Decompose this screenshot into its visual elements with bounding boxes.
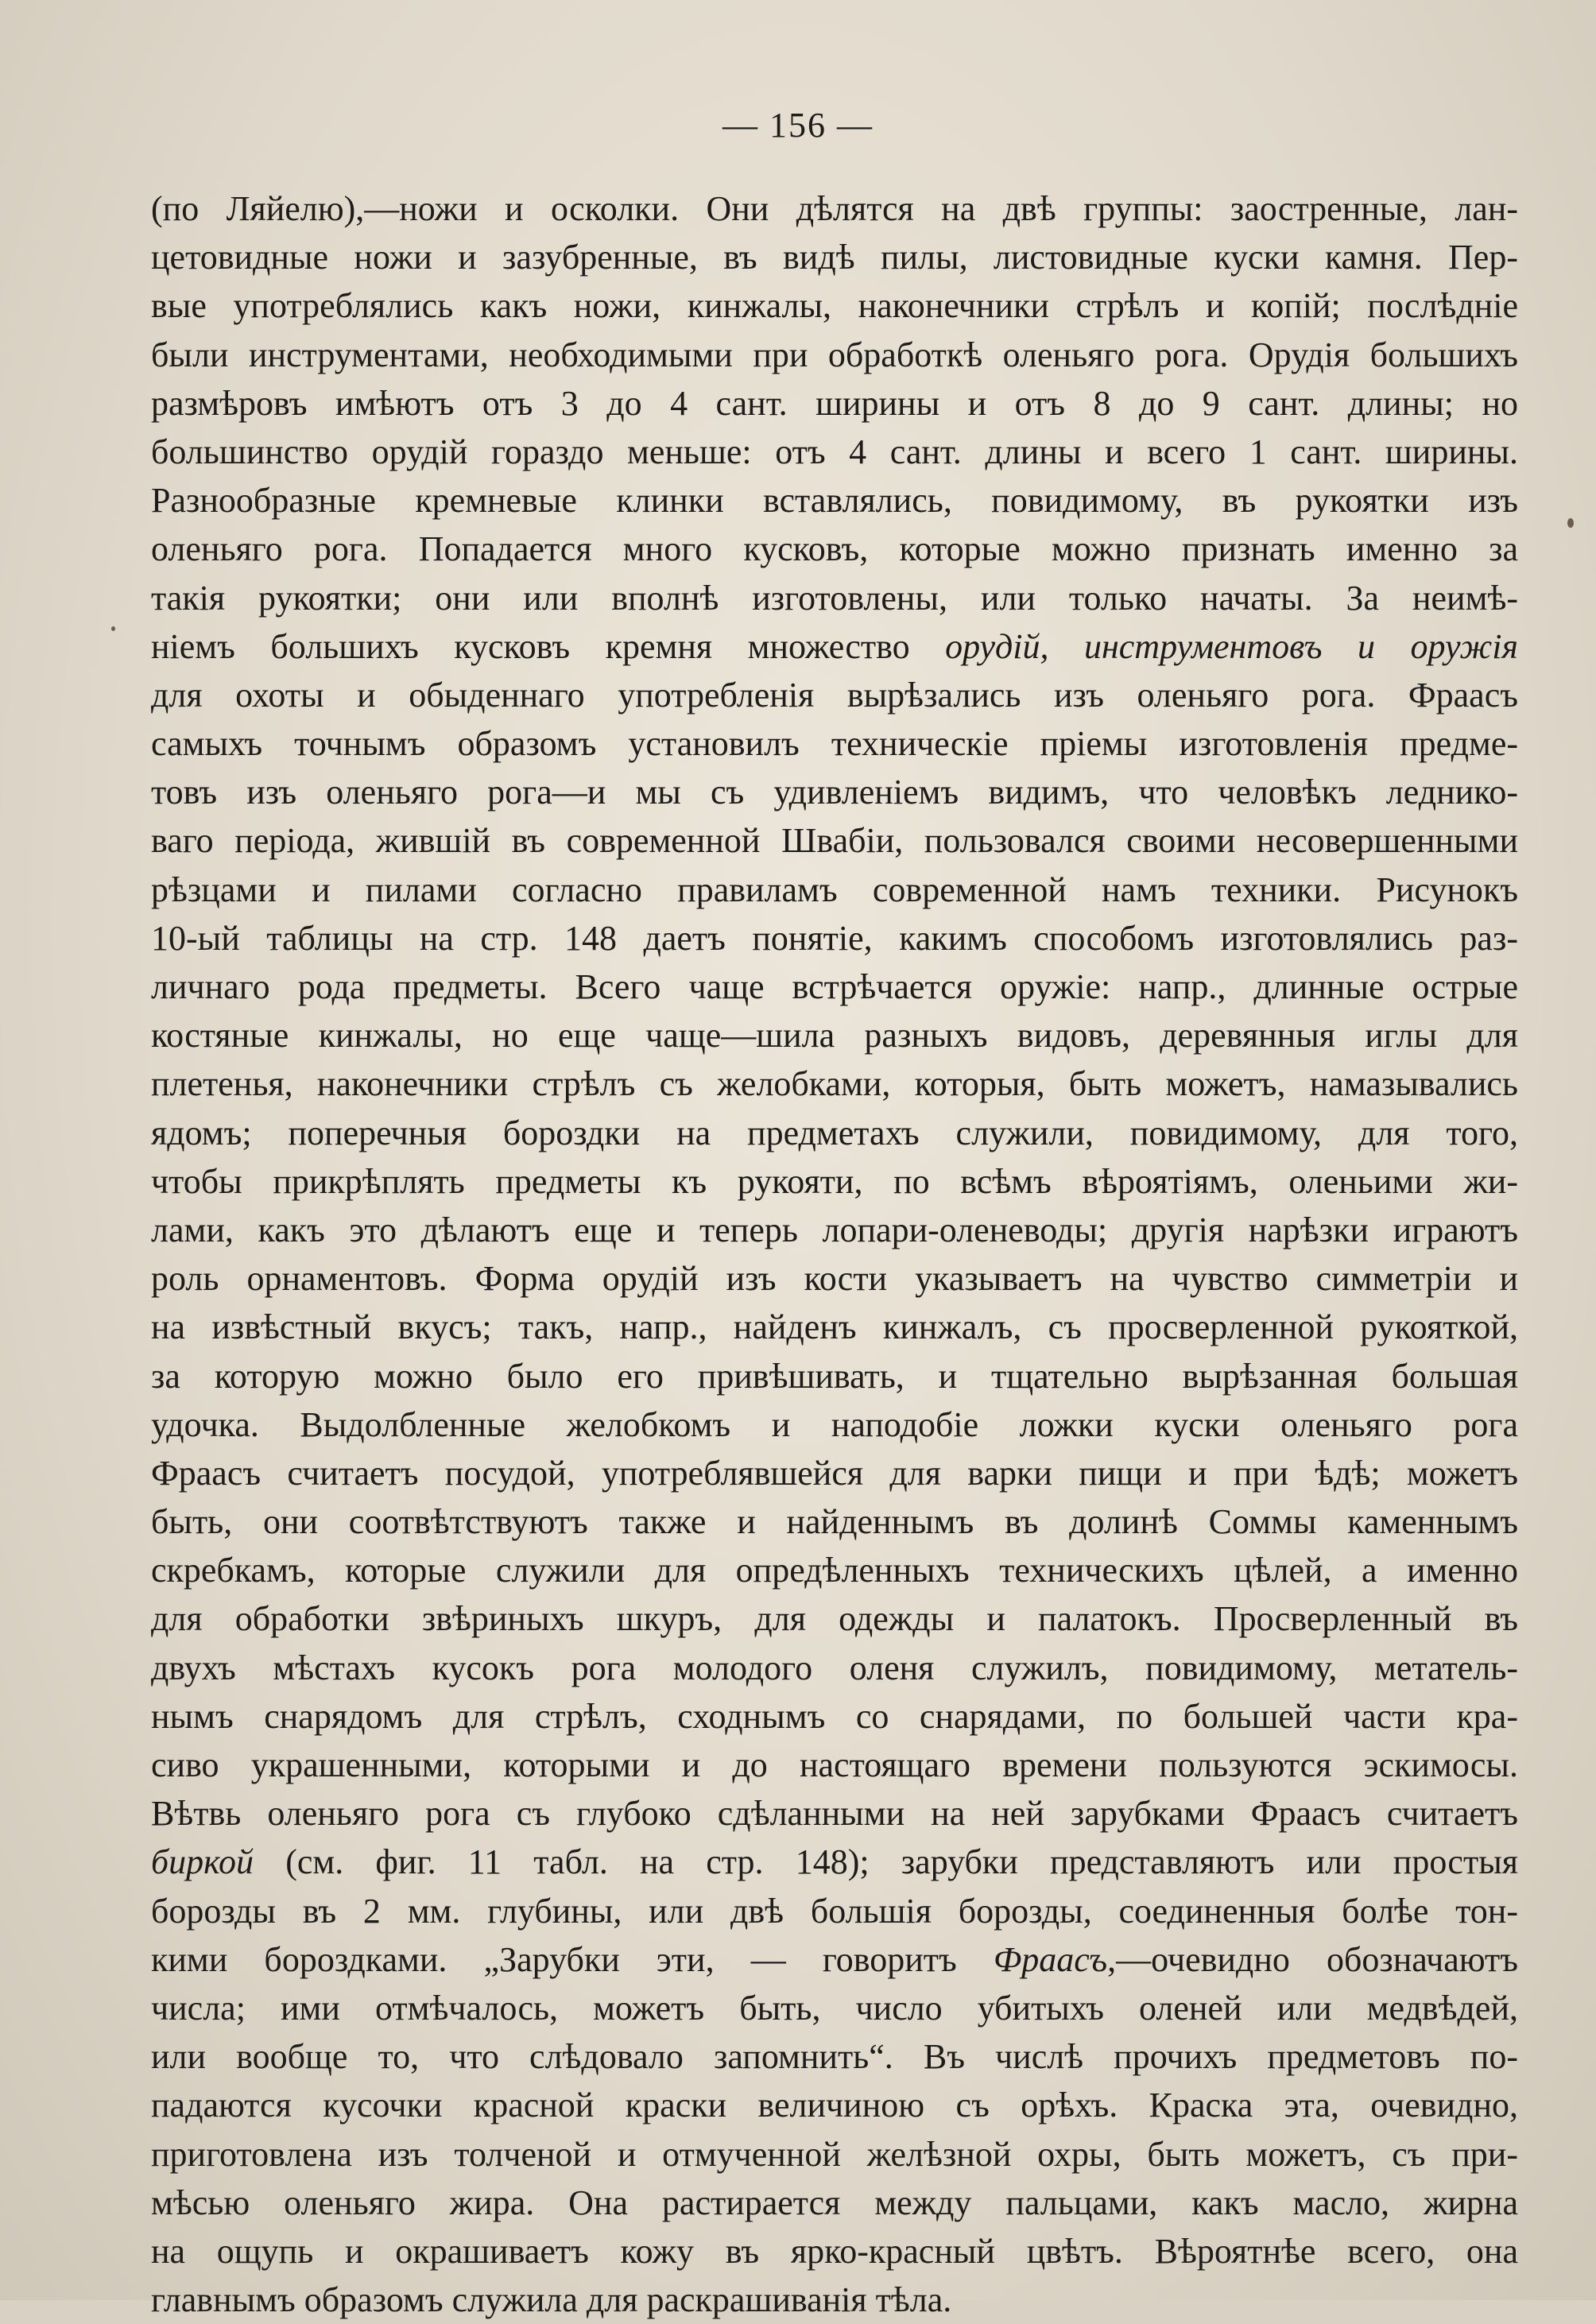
italic-author-name: Фраасъ <box>993 1939 1108 1979</box>
text-line: удочка. Выдолбленные желобкомъ и наподобіе ложки куски оленьяго рога <box>151 1404 1518 1444</box>
text-line: костяные кинжалы, но еще чаще—шила разныхъ видовъ, деревянныя иглы для <box>151 1016 1518 1055</box>
page-number: — 156 — <box>722 106 874 145</box>
text-line: большинство орудій гораздо меньше: отъ 4 сант. длины и всего 1 сант. ширины. <box>151 432 1518 471</box>
text-line: лами, какъ это дѣлаютъ еще и теперь лопари-оленеводы; другія нарѣзки играютъ <box>151 1210 1518 1249</box>
italic-phrase: орудій, инструментовъ и оружія <box>945 626 1518 666</box>
text-line: Фраасъ считаетъ посудой, употреблявшейся для варки пищи и при ѣдѣ; можетъ <box>151 1453 1518 1493</box>
text-line: плетенья, наконечники стрѣлъ съ желобками, которыя, быть можетъ, намазывались <box>151 1064 1518 1104</box>
italic-word: биркой <box>151 1842 254 1882</box>
text-line: падаются кусочки красной краски величиною съ орѣхъ. Краска эта, очевидно, <box>151 2086 1518 2125</box>
text-line: для охоты и обыденнаго употребленія вырѣзались изъ оленьяго рога. Фраасъ <box>151 675 1518 715</box>
text-line <box>151 1838 1518 1886</box>
text-line: на ощупь и окрашиваетъ кожу въ ярко-красный цвѣтъ. Вѣроятнѣе всего, она <box>151 2231 1518 2271</box>
text-line: такія рукоятки; они или вполнѣ изготовлены, или только начаты. За неимѣ- <box>151 578 1518 618</box>
text-line: цетовидные ножи и зазубренные, въ видѣ пилы, листовидные куски камня. Пер- <box>151 238 1518 277</box>
text-line: самыхъ точнымъ образомъ установилъ техническіе пріемы изготовленія предме- <box>151 724 1518 764</box>
paper-speck <box>111 626 115 631</box>
text-line: двухъ мѣстахъ кусокъ рога молодого оленя служилъ, повидимому, метатель- <box>151 1648 1518 1687</box>
text-line: сиво украшенными, которыми и до настоящаго времени пользуются эскимосы. <box>151 1745 1518 1784</box>
text-segment: ніемъ большихъ кусковъ кремня множество <box>151 626 946 666</box>
text-line: мѣсью оленьяго жира. Она растирается между пальцами, какъ масло, жирна <box>151 2183 1518 2222</box>
text-line: были инструментами, необходимыми при обработкѣ оленьяго рога. Орудія большихъ <box>151 335 1518 374</box>
text-line: личнаго рода предметы. Всего чаще встрѣчается оружіе: напр., длинные острые <box>151 967 1518 1006</box>
text-line: быть, они соотвѣтствуютъ также и найденнымъ въ долинѣ Соммы каменнымъ <box>151 1502 1518 1542</box>
text-line <box>151 622 1518 671</box>
text-line: оленьяго рога. Попадается много кусковъ, которые можно признать именно за <box>151 529 1518 569</box>
text-line: (по Ляйелю),—ножи и осколки. Они дѣлятся на двѣ группы: заостренные, лан- <box>151 189 1518 228</box>
text-line: главнымъ образомъ служила для раскрашиванія тѣла. <box>151 2280 952 2320</box>
text-line <box>151 1935 1518 1984</box>
paper-speck <box>1567 518 1574 528</box>
text-segment: ,—очевидно обозначаютъ <box>1107 1939 1518 1979</box>
text-segment: кими бороздками. „Зарубки эти, — говоритъ <box>151 1939 994 1979</box>
text-line: роль орнаментовъ. Форма орудій изъ кости указываетъ на чувство симметріи и <box>151 1259 1518 1299</box>
text-line: для обработки звѣриныхъ шкуръ, для одежды и палатокъ. Просверленный въ <box>151 1599 1518 1639</box>
text-line: товъ изъ оленьяго рога—и мы съ удивленіемъ видимъ, что человѣкъ леднико- <box>151 773 1518 812</box>
text-line: борозды въ 2 мм. глубины, или двѣ большія борозды, соединенныя болѣе тон- <box>151 1891 1518 1931</box>
text-line: ваго періода, жившій въ современной Швабіи, пользовался своими несовершенными <box>151 821 1518 861</box>
text-line: или вообще то, что слѣдовало запомнить“. Въ числѣ прочихъ предметовъ по- <box>151 2037 1518 2077</box>
text-line: на извѣстный вкусъ; такъ, напр., найденъ кинжалъ, съ просверленной рукояткой, <box>151 1307 1518 1347</box>
text-line: рѣзцами и пилами согласно правиламъ современной намъ техники. Рисунокъ <box>151 870 1518 909</box>
text-line: скребкамъ, которые служили для опредѣленныхъ техническихъ цѣлей, а именно <box>151 1551 1518 1590</box>
text-line: Вѣтвь оленьяго рога съ глубоко сдѣланными на ней зарубками Фраасъ считаетъ <box>151 1794 1518 1834</box>
body-text <box>151 184 1518 2324</box>
text-line: нымъ снарядомъ для стрѣлъ, сходнымъ со снарядами, по большей части кра- <box>151 1696 1518 1736</box>
text-line: за которую можно было его привѣшивать, и тщательно вырѣзанная большая <box>151 1356 1518 1396</box>
text-line: ядомъ; поперечныя бороздки на предметахъ служили, повидимому, для того, <box>151 1113 1518 1152</box>
text-line: 10-ый таблицы на стр. 148 даетъ понятіе, какимъ способомъ изготовлялись раз- <box>151 918 1518 958</box>
text-line: Разнообразные кремневые клинки вставлялись, повидимому, въ рукоятки изъ <box>151 481 1518 521</box>
text-line: приготовлена изъ толченой и отмученной желѣзной охры, быть можетъ, съ при- <box>151 2134 1518 2174</box>
text-line: размѣровъ имѣютъ отъ 3 до 4 сант. ширины и отъ 8 до 9 сант. длины; но <box>151 383 1518 423</box>
text-line: числа; ими отмѣчалось, можетъ быть, число убитыхъ оленей или медвѣдей, <box>151 1988 1518 2028</box>
text-line: вые употреблялись какъ ножи, кинжалы, наконечники стрѣлъ и копій; послѣдніе <box>151 286 1518 326</box>
text-segment: (см. фиг. 11 табл. на стр. 148); зарубки представляютъ или простыя <box>254 1842 1518 1882</box>
text-line: чтобы прикрѣплять предметы къ рукояти, по всѣмъ вѣроятіямъ, оленьими жи- <box>151 1161 1518 1201</box>
